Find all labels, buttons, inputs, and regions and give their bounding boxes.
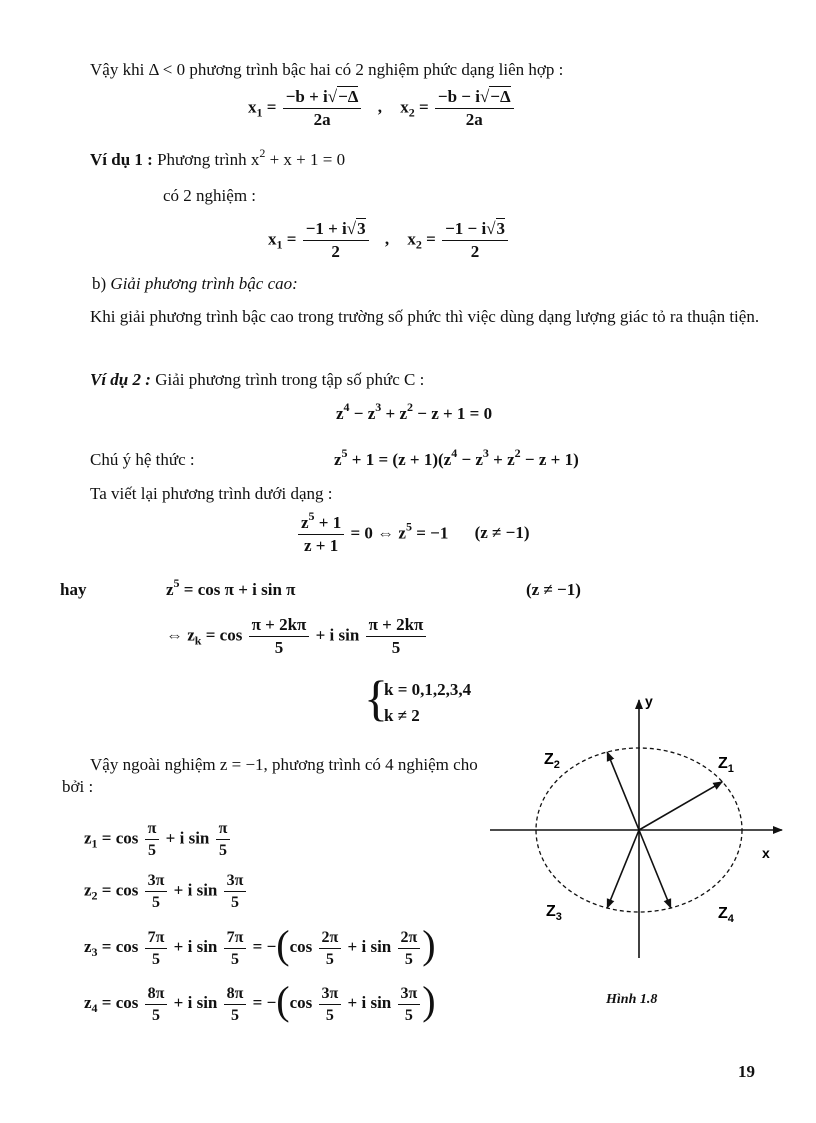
ex1-x2-radicand: 3 bbox=[496, 219, 506, 238]
comma: , bbox=[377, 97, 382, 117]
ex1-x1-denominator: 2 bbox=[331, 242, 340, 261]
x2-sub: 2 bbox=[408, 105, 415, 120]
rewrite-text: Ta viết lại phương trình dưới dạng : bbox=[90, 484, 333, 503]
section-b-title: Giải phương trình bậc cao: bbox=[110, 274, 298, 293]
x1-radicand: −Δ bbox=[338, 87, 359, 106]
x1-label: x bbox=[248, 97, 257, 117]
ex1-x2-numerator: −1 − i bbox=[445, 219, 487, 238]
ex1-x2-denominator: 2 bbox=[470, 242, 480, 261]
x2-fraction: $\frac{-b - i√-\Delta}{2a}$ bbox=[435, 88, 514, 129]
brace: { bbox=[364, 670, 388, 726]
x1-denominator: 2a bbox=[313, 110, 331, 129]
root-z2: $z_2 = \cos$ $\frac{3\pi}{5}$ + i sin $\frac{3\pi}{5}$ bbox=[84, 872, 248, 911]
figure-caption: Hình 1.8 bbox=[606, 992, 658, 1007]
example-1-text-after: + x + 1 = 0 bbox=[265, 150, 346, 169]
text-delta-negative: Vậy khi Δ < 0 phương trình bậc hai có 2 nghiệm phức dạng liên hợp : bbox=[90, 60, 564, 79]
equation-main: $z^4 - z^3 + z^2 - z + 1 = 0$ bbox=[336, 400, 493, 423]
page-number: 19 bbox=[738, 1062, 755, 1081]
case-k-values: k = 0,1,2,3,4 bbox=[384, 680, 472, 699]
label-z1: $Z_1$ bbox=[718, 755, 734, 775]
paragraph-trig-form: Khi giải phương trình bậc cao trong trường số phức thì việc dùng dạng lượng giác tỏ ra thuận tiện. bbox=[90, 307, 760, 326]
x1-fraction: $\frac{-b + i√-\Delta}{2a}$ bbox=[283, 88, 362, 129]
ex1-x1-label: x bbox=[268, 229, 277, 249]
equation-complex-roots: $x_1$ = $\frac{-b + i√-\Delta}{2a}$ , $x_2$ = $\frac{-b - i√-\Delta}{2a}$ bbox=[248, 88, 516, 129]
ex1-x1-numerator: −1 + i bbox=[305, 219, 347, 238]
fraction-z5-plus-1: $\frac{z^5 + 1}{z + 1}$ bbox=[298, 514, 344, 555]
ex1-x2-label: x bbox=[407, 229, 416, 249]
y-axis-label: y bbox=[645, 693, 653, 709]
example-1-text: Phương trình x bbox=[157, 150, 260, 169]
equation-fraction-form: $\frac{z^5 + 1}{z + 1}$ = 0 ⇔ $z^5 = -1$ (z ≠ −1) bbox=[296, 514, 529, 555]
section-b-heading bbox=[92, 274, 298, 294]
ex1-x1-sub: 1 bbox=[276, 237, 283, 252]
equation-factorization: $z^5 + 1 = (z + 1)(z^4 - z^3 + z^2 - z + 1)$ bbox=[334, 446, 579, 469]
example-1-exponent: 2 bbox=[259, 146, 266, 160]
ex1-x2-sub: 2 bbox=[415, 237, 422, 252]
example-1-heading bbox=[90, 146, 346, 170]
equation-polar-minus-one: $z^5 = \cos \pi + i$ sin π bbox=[166, 576, 296, 599]
root-z4: $z_4 = \cos$ $\frac{8\pi}{5}$ + i sin $\frac{8\pi}{5}$ = −(cos $\frac{3\pi}{5}$ + i sin $\frac{3\pi}{5}$ ) bbox=[84, 978, 436, 1024]
x2-radicand: −Δ bbox=[490, 87, 511, 106]
equation-zk: ⇔ $z_k = \cos$ $\frac{\pi + 2k\pi}{5}$ + i sin $\frac{\pi + 2k\pi}{5}$ bbox=[166, 616, 428, 657]
x-axis-label: x bbox=[762, 845, 770, 861]
hay-word: hay bbox=[60, 580, 87, 599]
x2-numerator: −b − i bbox=[437, 87, 480, 106]
root-vector-z2 bbox=[607, 752, 639, 830]
comma: , bbox=[384, 229, 390, 249]
note-label: Chú ý hệ thức : bbox=[90, 450, 195, 469]
example-2-text: Giải phương trình trong tập số phức C : bbox=[150, 370, 425, 389]
conclusion-text: Vậy ngoài nghiệm z = −1, phương trình có 4 nghiệm cho bởi : bbox=[62, 755, 478, 796]
zk-sin-fraction: $\frac{\pi + 2k\pi}{5}$ bbox=[366, 616, 427, 657]
zk-cos-fraction: $\frac{\pi + 2k\pi}{5}$ bbox=[249, 616, 310, 657]
root-z3: $z_3 = \cos$ $\frac{7\pi}{5}$ + i sin $\frac{7\pi}{5}$ = −(cos $\frac{2\pi}{5}$ + i sin $\frac{2\pi}{5}$ ) bbox=[84, 922, 436, 968]
label-z4: $Z_4$ bbox=[718, 905, 734, 925]
case-k-exclusion: k ≠ 2 bbox=[384, 706, 420, 725]
figure-roots-unit-circle bbox=[490, 690, 790, 990]
example-1-label: Ví dụ 1 : bbox=[90, 150, 153, 169]
condition-z-not-minus-one: (z ≠ −1) bbox=[526, 580, 581, 599]
example-2-label: Ví dụ 2 : bbox=[90, 370, 151, 389]
root-vector-z3 bbox=[607, 830, 639, 908]
x1-sub: 1 bbox=[256, 105, 263, 120]
section-b-letter: b) bbox=[92, 274, 107, 293]
label-z3: $Z_3$ bbox=[546, 903, 562, 923]
equation-example-1-roots: $x_1$ = $\frac{-1 + i√3}{2}$ , $x_2$ = $\frac{-1 - i√3}{2}$ bbox=[268, 220, 510, 261]
x2-denominator: 2a bbox=[465, 110, 483, 129]
x1-numerator: −b + i bbox=[285, 87, 328, 106]
root-z1: $z_1 = \cos$ $\frac{\pi}{5}$ + i sin $\frac{\pi}{5}$ bbox=[84, 820, 232, 859]
ex1-x2-fraction: $\frac{-1 - i√3}{2}$ bbox=[442, 220, 508, 261]
ex1-x1-fraction: $\frac{-1 + i√3}{2}$ bbox=[303, 220, 369, 261]
ex1-x1-radicand: 3 bbox=[357, 219, 366, 238]
root-vector-z1 bbox=[639, 782, 722, 830]
root-vector-z4 bbox=[639, 830, 671, 908]
label-z2: $Z_2$ bbox=[544, 751, 560, 771]
unit-circle-diagram bbox=[490, 690, 790, 990]
example-2-heading bbox=[90, 370, 424, 390]
x2-label: x bbox=[400, 97, 409, 117]
example-1-has-roots: có 2 nghiệm : bbox=[163, 186, 257, 205]
